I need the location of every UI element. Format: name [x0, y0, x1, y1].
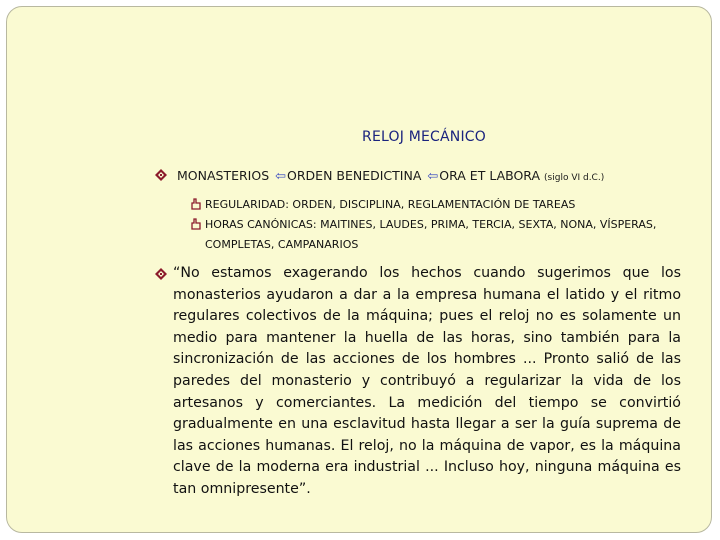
sub-item-text: REGULARIDAD: ORDEN, DISCIPLINA, REGLAMENTACIÓN DE TAREAS: [205, 198, 576, 211]
sub-item-regularidad: [190, 195, 690, 215]
quote-paragraph: [155, 263, 681, 501]
bullet-monasterios: [155, 168, 604, 184]
diamond-bullet-icon: [155, 268, 167, 280]
bullet-text-monasterios: MONASTERIOS: [176, 168, 270, 183]
bullet-text-siglo: (siglo VI d.C.): [544, 173, 605, 183]
slide-panel: [6, 6, 712, 533]
quote-text: “No estamos exagerando los hechos cuando sugerimos que los monasterios ayudaron a dar a la empresa humana el latido y el ritmo regulares colectivos de la máquina; pues el reloj no es solamente un medio para mantener la huella de las horas, sino también para la sincronización de las acciones de los hombres ... Pronto salió de las paredes del monasterio y contribuyó a regularizar la vida de los artesanos y comerciantes. La medición del tiempo se convirtió gradualmente en una esclavitud hasta llegar a ser la guía suprema de las acciones humanas. El reloj, no la máquina de vapor, es la máquina clave de la moderna era industrial ... Incluso hoy, ninguna máquina es tan omnipresente”.: [173, 265, 681, 497]
left-arrow-icon: ⇦: [275, 169, 287, 184]
sub-item-horas-canonicas: [190, 215, 690, 255]
sub-item-text: HORAS CANÓNICAS: MAITINES, LAUDES, PRIMA, TERCIA, SEXTA, NONA, VÍSPERAS, COMPLETAS, CAMPANARIOS: [205, 218, 657, 251]
bullet-text-ora: ORA ET LABORA: [439, 168, 541, 183]
diamond-bullet-icon: [155, 169, 167, 181]
left-arrow-icon: ⇦: [427, 169, 439, 184]
slide-title: RELOJ MECÁNICO: [362, 129, 486, 145]
hand-pointer-icon: [190, 218, 202, 230]
hand-pointer-icon: [190, 198, 202, 210]
bullet-text-orden: ORDEN BENEDICTINA: [287, 168, 422, 183]
